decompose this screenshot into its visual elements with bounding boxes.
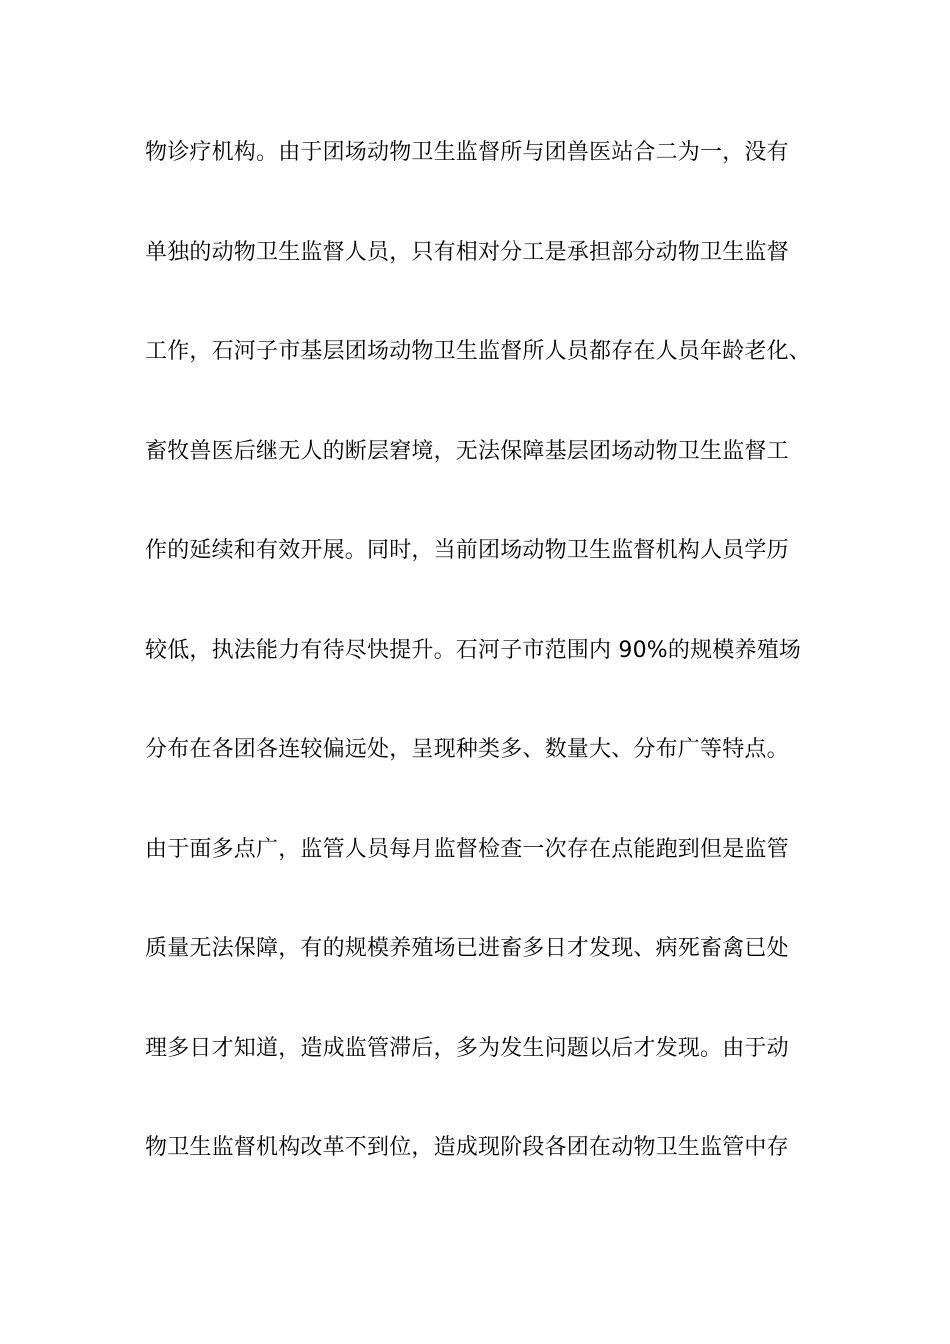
text-line: 作的延续和有效开展。同时，当前团场动物卫生监督机构人员学历 [145, 538, 789, 563]
text-line: 较低，执法能力有待尽快提升。石河子市范围内 90%的规模养殖场 [145, 637, 802, 663]
text-line: 分布在各团各连较偏远处，呈现种类多、数量大、分布广等特点。 [145, 737, 789, 762]
text-line: 物卫生监督机构改革不到位，造成现阶段各团在动物卫生监管中存 [145, 1135, 789, 1160]
text-line: 畜牧兽医后继无人的断层窘境，无法保障基层团场动物卫生监督工 [145, 438, 789, 464]
text-line: 工作，石河子市基层团场动物卫生监督所人员都存在人员年龄老化、 [145, 339, 812, 364]
text-line: 物诊疗机构。由于团场动物卫生监督所与团兽医站合二为一，没有 [145, 140, 789, 165]
body-text [145, 132, 825, 1227]
text-line: 单独的动物卫生监督人员，只有相对分工是承担部分动物卫生监督 [145, 239, 789, 265]
text-line: 理多日才知道，造成监管滞后，多为发生问题以后才发现。由于动 [145, 1035, 789, 1061]
text-line: 由于面多点广，监管人员每月监督检查一次存在点能跑到但是监管 [145, 836, 789, 862]
text-line: 质量无法保障，有的规模养殖场已进畜多日才发现、病死畜禽已处 [145, 936, 789, 961]
